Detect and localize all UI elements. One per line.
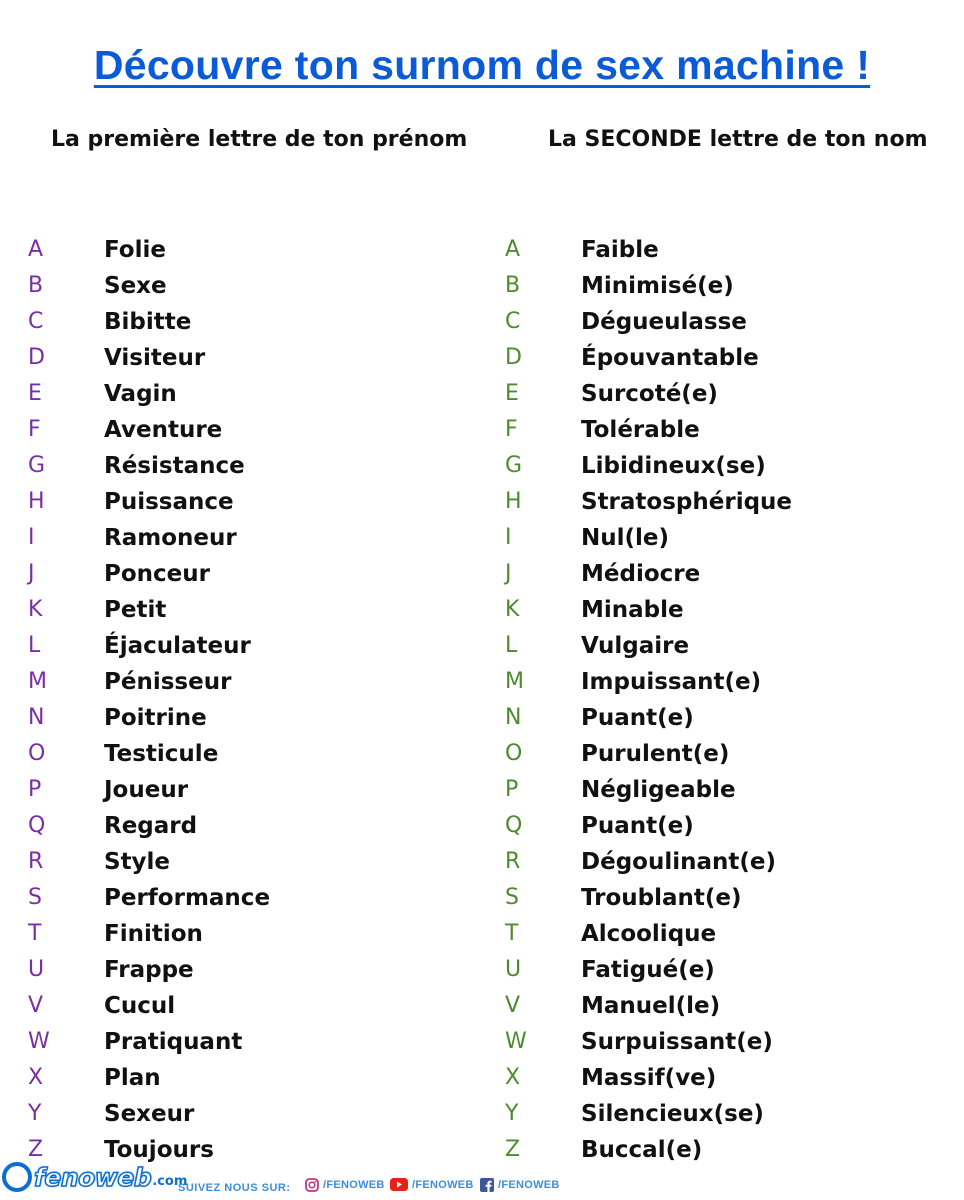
row-word: Dégueulasse xyxy=(581,309,747,335)
row-letter: K xyxy=(505,597,520,622)
row-word: Joueur xyxy=(104,777,189,803)
youtube-link[interactable] xyxy=(390,1178,474,1191)
row-word: Plan xyxy=(104,1065,161,1091)
row-word: Pénisseur xyxy=(104,669,232,695)
row-letter: T xyxy=(505,921,519,946)
row-letter: E xyxy=(28,381,42,406)
row-letter: Q xyxy=(505,813,523,838)
row-letter: U xyxy=(505,957,522,982)
facebook-handle: /FENOWEB xyxy=(498,1179,560,1191)
row-word: Visiteur xyxy=(104,345,206,371)
row-word: Silencieux(se) xyxy=(581,1101,764,1127)
row-word: Éjaculateur xyxy=(104,633,251,659)
facebook-icon xyxy=(480,1178,494,1192)
facebook-link[interactable] xyxy=(480,1178,560,1192)
row-letter: O xyxy=(505,741,523,766)
row-word: Petit xyxy=(104,597,167,623)
row-word: Finition xyxy=(104,921,203,947)
row-letter: F xyxy=(505,417,518,442)
row-letter: X xyxy=(505,1065,521,1090)
row-word: Poitrine xyxy=(104,705,207,731)
row-word: Stratosphérique xyxy=(581,489,793,515)
row-word: Puant(e) xyxy=(581,813,694,839)
row-word: Surpuissant(e) xyxy=(581,1029,773,1055)
logo-mark-icon xyxy=(2,1162,32,1192)
fenoweb-logo xyxy=(2,1158,187,1196)
row-letter: Q xyxy=(28,813,46,838)
row-letter: J xyxy=(505,561,512,586)
row-letter: A xyxy=(505,237,521,262)
row-letter: G xyxy=(28,453,46,478)
row-word: Troublant(e) xyxy=(581,885,742,911)
row-word: Sexe xyxy=(104,273,167,299)
row-letter: L xyxy=(505,633,518,658)
row-word: Minable xyxy=(581,597,684,623)
row-word: Nul(le) xyxy=(581,525,670,551)
logo-domain: .com xyxy=(152,1173,188,1189)
row-word: Cucul xyxy=(104,993,176,1019)
row-letter: T xyxy=(28,921,42,946)
row-word: Ponceur xyxy=(104,561,210,587)
row-letter: D xyxy=(28,345,45,370)
row-word: Libidineux(se) xyxy=(581,453,766,479)
row-word: Épouvantable xyxy=(581,345,759,371)
row-word: Frappe xyxy=(104,957,194,983)
row-word: Testicule xyxy=(104,741,219,767)
row-letter: S xyxy=(505,885,519,910)
row-letter: Y xyxy=(505,1101,519,1126)
instagram-handle: /FENOWEB xyxy=(323,1179,385,1191)
page-title: Découvre ton surnom de sex machine ! xyxy=(93,42,871,88)
instagram-icon xyxy=(305,1178,319,1192)
row-word: Résistance xyxy=(104,453,245,479)
row-letter: I xyxy=(28,525,35,550)
row-letter: U xyxy=(28,957,45,982)
row-letter: Y xyxy=(28,1101,42,1126)
row-letter: X xyxy=(28,1065,44,1090)
row-word: Minimisé(e) xyxy=(581,273,734,299)
row-word: Massif(ve) xyxy=(581,1065,717,1091)
row-word: Puissance xyxy=(104,489,234,515)
row-letter: R xyxy=(505,849,521,874)
row-letter: H xyxy=(505,489,522,514)
row-letter: Z xyxy=(28,1137,44,1162)
row-letter: V xyxy=(28,993,44,1018)
row-letter: C xyxy=(505,309,521,334)
youtube-handle: /FENOWEB xyxy=(412,1178,474,1191)
row-word: Performance xyxy=(104,885,271,911)
row-word: Fatigué(e) xyxy=(581,957,715,983)
row-word: Sexeur xyxy=(104,1101,195,1127)
row-letter: P xyxy=(28,777,42,802)
row-letter: P xyxy=(505,777,519,802)
row-letter: M xyxy=(505,669,524,694)
row-letter: O xyxy=(28,741,46,766)
footer-bar xyxy=(0,1156,964,1200)
row-letter: V xyxy=(505,993,521,1018)
row-letter: W xyxy=(505,1029,527,1054)
row-letter: L xyxy=(28,633,41,658)
row-letter: H xyxy=(28,489,45,514)
row-word: Puant(e) xyxy=(581,705,694,731)
row-word: Toujours xyxy=(104,1137,214,1163)
row-letter: N xyxy=(28,705,45,730)
row-letter: N xyxy=(505,705,522,730)
row-letter: G xyxy=(505,453,523,478)
row-letter: A xyxy=(28,237,44,262)
row-word: Impuissant(e) xyxy=(581,669,762,695)
row-letter: B xyxy=(28,273,44,298)
row-word: Purulent(e) xyxy=(581,741,730,767)
row-word: Pratiquant xyxy=(104,1029,243,1055)
row-word: Vagin xyxy=(104,381,177,407)
row-letter: R xyxy=(28,849,44,874)
row-word: Dégoulinant(e) xyxy=(581,849,776,875)
right-column-heading: La SECONDE lettre de ton nom xyxy=(548,127,928,152)
row-letter: S xyxy=(28,885,42,910)
row-word: Négligeable xyxy=(581,777,736,803)
row-word: Alcoolique xyxy=(581,921,717,947)
row-word: Folie xyxy=(104,237,166,263)
left-column-heading: La première lettre de ton prénom xyxy=(51,127,468,152)
row-word: Aventure xyxy=(104,417,223,443)
row-word: Regard xyxy=(104,813,198,839)
row-letter: J xyxy=(28,561,35,586)
instagram-link[interactable] xyxy=(305,1178,385,1192)
row-word: Style xyxy=(104,849,171,875)
row-letter: K xyxy=(28,597,43,622)
row-word: Bibitte xyxy=(104,309,192,335)
row-word: Buccal(e) xyxy=(581,1137,703,1163)
row-word: Médiocre xyxy=(581,561,701,587)
row-word: Tolérable xyxy=(581,417,700,443)
row-word: Faible xyxy=(581,237,659,263)
row-letter: W xyxy=(28,1029,50,1054)
row-letter: B xyxy=(505,273,521,298)
logo-text: fenoweb xyxy=(34,1162,152,1192)
row-word: Vulgaire xyxy=(581,633,690,659)
row-letter: I xyxy=(505,525,512,550)
row-word: Surcoté(e) xyxy=(581,381,718,407)
follow-label: SUIVEZ NOUS SUR: xyxy=(178,1182,291,1194)
row-letter: F xyxy=(28,417,41,442)
row-letter: D xyxy=(505,345,522,370)
row-word: Ramoneur xyxy=(104,525,237,551)
row-letter: E xyxy=(505,381,519,406)
youtube-icon xyxy=(390,1178,408,1191)
row-letter: M xyxy=(28,669,47,694)
row-letter: C xyxy=(28,309,44,334)
row-word: Manuel(le) xyxy=(581,993,721,1019)
row-letter: Z xyxy=(505,1137,521,1162)
